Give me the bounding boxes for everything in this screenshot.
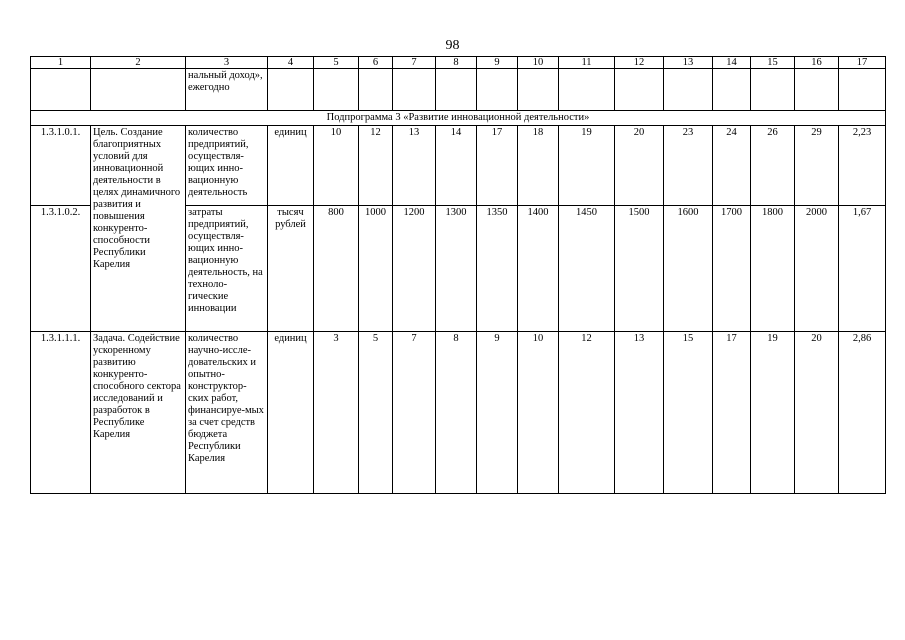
value-cell: 1450 xyxy=(559,206,615,332)
task-cell: Задача. Содействие ускоренному развитию конкуренто-способного сектора исследований и разработок в Республике Карелия xyxy=(91,332,186,494)
value-cell: 1400 xyxy=(518,206,559,332)
value-cell: 1700 xyxy=(713,206,751,332)
value-cell: 18 xyxy=(518,126,559,206)
col-num: 12 xyxy=(615,57,664,69)
col-num: 13 xyxy=(664,57,713,69)
indicator-cell: количество предприятий, осуществля-ющих инно-вационную деятельность xyxy=(186,126,268,206)
value-cell: 14 xyxy=(436,126,477,206)
ratio-cell: 2,86 xyxy=(839,332,886,494)
value-cell: 12 xyxy=(359,126,393,206)
indicator-cell: нальный доход», ежегодно xyxy=(186,69,268,111)
subprogram-title: Подпрограмма 3 «Развитие инновационной деятельности» xyxy=(31,111,886,126)
col-num: 9 xyxy=(477,57,518,69)
ratio-cell: 2,23 xyxy=(839,126,886,206)
unit-cell: единиц xyxy=(268,332,314,494)
value-cell: 24 xyxy=(713,126,751,206)
col-num: 2 xyxy=(91,57,186,69)
value-cell: 1800 xyxy=(751,206,795,332)
value-cell: 12 xyxy=(559,332,615,494)
value-cell: 10 xyxy=(314,126,359,206)
indicators-table xyxy=(30,56,886,494)
goal-cell: Цель. Создание благоприятных условий для инновационной деятельности в целях динамичного развития и повышения конкуренто-способности Республики Карелия xyxy=(91,126,186,332)
value-cell: 8 xyxy=(436,332,477,494)
value-cell: 13 xyxy=(393,126,436,206)
unit-cell: тысяч рублей xyxy=(268,206,314,332)
value-cell: 1200 xyxy=(393,206,436,332)
value-cell: 15 xyxy=(664,332,713,494)
value-cell: 10 xyxy=(518,332,559,494)
col-num: 16 xyxy=(795,57,839,69)
value-cell: 1300 xyxy=(436,206,477,332)
indicator-cell: затраты предприятий, осуществля-ющих инно-вационную деятельность, на техноло-гические инновации xyxy=(186,206,268,332)
col-num: 14 xyxy=(713,57,751,69)
value-cell: 3 xyxy=(314,332,359,494)
row-code: 1.3.1.1.1. xyxy=(31,332,91,494)
value-cell: 800 xyxy=(314,206,359,332)
col-num: 4 xyxy=(268,57,314,69)
value-cell: 2000 xyxy=(795,206,839,332)
col-num: 10 xyxy=(518,57,559,69)
value-cell: 1350 xyxy=(477,206,518,332)
subprogram-row xyxy=(31,111,886,126)
table-row xyxy=(31,332,886,494)
col-num: 8 xyxy=(436,57,477,69)
row-code: 1.3.1.0.1. xyxy=(31,126,91,206)
value-cell: 23 xyxy=(664,126,713,206)
row-code: 1.3.1.0.2. xyxy=(31,206,91,332)
page-number: 98 xyxy=(445,38,460,53)
value-cell: 17 xyxy=(477,126,518,206)
col-num: 5 xyxy=(314,57,359,69)
value-cell: 13 xyxy=(615,332,664,494)
value-cell: 20 xyxy=(795,332,839,494)
value-cell: 19 xyxy=(751,332,795,494)
col-num: 11 xyxy=(559,57,615,69)
col-num: 3 xyxy=(186,57,268,69)
continuation-row xyxy=(31,69,886,111)
ratio-cell: 1,67 xyxy=(839,206,886,332)
column-number-row xyxy=(31,57,886,69)
value-cell: 17 xyxy=(713,332,751,494)
table-row xyxy=(31,126,886,206)
value-cell: 9 xyxy=(477,332,518,494)
value-cell: 20 xyxy=(615,126,664,206)
value-cell: 7 xyxy=(393,332,436,494)
value-cell: 1600 xyxy=(664,206,713,332)
col-num: 1 xyxy=(31,57,91,69)
col-num: 17 xyxy=(839,57,886,69)
value-cell: 5 xyxy=(359,332,393,494)
value-cell: 29 xyxy=(795,126,839,206)
value-cell: 1000 xyxy=(359,206,393,332)
col-num: 15 xyxy=(751,57,795,69)
col-num: 6 xyxy=(359,57,393,69)
value-cell: 19 xyxy=(559,126,615,206)
value-cell: 26 xyxy=(751,126,795,206)
indicator-cell: количество научно-иссле-довательских и опытно-конструктор-ских работ, финансируе-мых за счет средств бюджета Республики Карелия xyxy=(186,332,268,494)
value-cell: 1500 xyxy=(615,206,664,332)
col-num: 7 xyxy=(393,57,436,69)
unit-cell: единиц xyxy=(268,126,314,206)
